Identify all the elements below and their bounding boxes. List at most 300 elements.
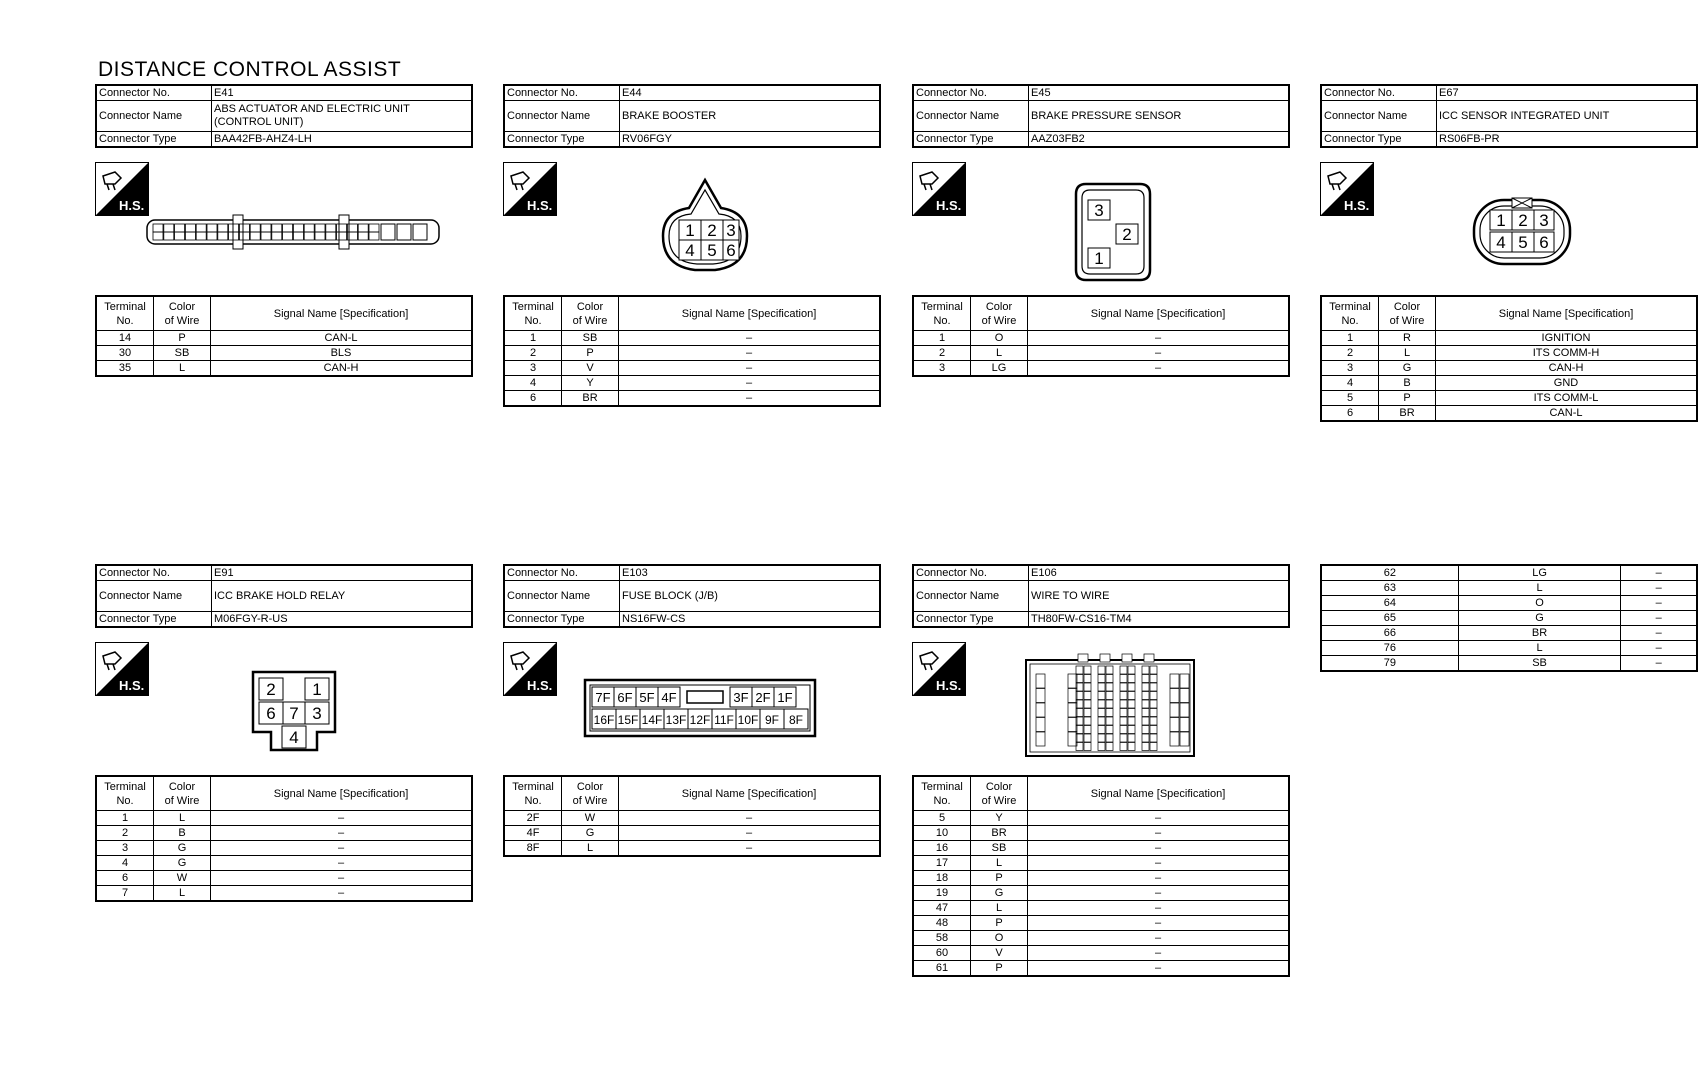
terminal-cell: 10 [913, 826, 971, 841]
color-cell: SB [562, 331, 619, 346]
svg-text:H.S.: H.S. [936, 198, 962, 213]
pin-tab [1122, 654, 1132, 662]
table-row [504, 346, 880, 361]
color-cell: LG [971, 361, 1028, 377]
signal-cell: – [1621, 626, 1697, 641]
svg-text:6: 6 [266, 704, 276, 723]
terminal-table [95, 295, 473, 377]
connector-name-value: FUSE BLOCK (J/B) [620, 581, 881, 612]
signal-cell: CAN-L [1436, 406, 1698, 422]
terminal-cell: 14 [96, 331, 154, 346]
connector-e41-face [145, 214, 445, 250]
color-cell: P [971, 961, 1028, 977]
signal-cell: – [1028, 811, 1290, 826]
color-cell: G [1379, 361, 1436, 376]
table-row [504, 331, 880, 346]
color-header: Color of Wire [1379, 296, 1436, 331]
connector-e44-face [653, 176, 757, 276]
terminal-table [95, 775, 473, 902]
terminal-cell: 79 [1321, 656, 1458, 672]
terminal-cell: 30 [96, 346, 154, 361]
pin-tab [1078, 654, 1088, 662]
svg-text:4: 4 [1496, 233, 1506, 252]
color-cell: P [971, 916, 1028, 931]
table-row [913, 826, 1289, 841]
connector-header [912, 84, 1290, 148]
connector-panel-e41 [95, 84, 473, 374]
signal-cell: – [1028, 346, 1290, 361]
signal-cell: ITS COMM-L [1436, 391, 1698, 406]
connector-header [1320, 84, 1698, 148]
svg-text:5F: 5F [639, 690, 655, 705]
svg-text:1: 1 [685, 221, 695, 240]
color-cell: G [1458, 611, 1621, 626]
svg-text:5: 5 [707, 241, 717, 260]
color-cell: Y [971, 811, 1028, 826]
terminal-cell: 6 [504, 391, 562, 407]
signal-cell: – [619, 361, 881, 376]
color-cell: BR [1458, 626, 1621, 641]
color-cell: L [1458, 641, 1621, 656]
connector-no-value: E103 [620, 565, 881, 581]
svg-text:11F: 11F [714, 713, 734, 727]
svg-text:13F: 13F [665, 713, 687, 727]
color-cell: BR [562, 391, 619, 407]
connector-type-value: NS16FW-CS [620, 612, 881, 628]
signal-cell: CAN-H [211, 361, 473, 377]
terminal-cell: 19 [913, 886, 971, 901]
terminal-cell: 5 [1321, 391, 1379, 406]
connector-type-value: M06FGY-R-US [212, 612, 473, 628]
table-row [1321, 361, 1697, 376]
terminal-cell: 63 [1321, 581, 1458, 596]
color-cell: O [971, 931, 1028, 946]
table-row [504, 811, 880, 826]
color-cell: L [562, 841, 619, 857]
connector-no-value: E67 [1437, 85, 1698, 101]
table-row [1321, 656, 1697, 672]
connector-name-value: ICC BRAKE HOLD RELAY [212, 581, 473, 612]
connector-name-value: ICC SENSOR INTEGRATED UNIT [1437, 101, 1698, 132]
connector-no-label: Connector No. [96, 85, 212, 101]
svg-text:3: 3 [726, 221, 736, 240]
table-row [504, 841, 880, 857]
connector-no-value: E45 [1029, 85, 1290, 101]
connector-name-value: ABS ACTUATOR AND ELECTRIC UNIT (CONTROL UNIT) [212, 101, 473, 132]
terminal-cell: 5 [913, 811, 971, 826]
svg-text:7: 7 [289, 704, 299, 723]
color-cell: B [1379, 376, 1436, 391]
terminal-cell: 47 [913, 901, 971, 916]
terminal-cell: 6 [96, 871, 154, 886]
terminal-cell: 76 [1321, 641, 1458, 656]
signal-cell: – [1028, 331, 1290, 346]
connector-panel-e45 [912, 84, 1290, 374]
svg-text:14F: 14F [641, 713, 663, 727]
table-row [96, 871, 472, 886]
terminal-cell: 4 [96, 856, 154, 871]
signal-header: Signal Name [Specification] [1436, 296, 1698, 331]
signal-cell: – [211, 841, 473, 856]
signal-header: Signal Name [Specification] [1028, 776, 1290, 811]
svg-text:2: 2 [1122, 225, 1132, 244]
color-cell: O [971, 331, 1028, 346]
svg-text:2F: 2F [755, 690, 771, 705]
terminal-cell: 65 [1321, 611, 1458, 626]
table-row [1321, 596, 1697, 611]
signal-cell: – [211, 886, 473, 902]
terminal-cell: 2 [913, 346, 971, 361]
connector-no-value: E44 [620, 85, 881, 101]
table-row [96, 331, 472, 346]
color-cell: BR [971, 826, 1028, 841]
svg-text:12F: 12F [689, 713, 711, 727]
page-title: DISTANCE CONTROL ASSIST [98, 58, 402, 81]
table-row [913, 886, 1289, 901]
signal-cell: – [619, 826, 881, 841]
terminal-cell: 1 [96, 811, 154, 826]
table-row [96, 856, 472, 871]
signal-cell: – [1621, 641, 1697, 656]
table-row [913, 931, 1289, 946]
continuation-table [1320, 564, 1698, 672]
color-header: Color of Wire [154, 776, 211, 811]
terminal-cell: 4F [504, 826, 562, 841]
terminal-header: Terminal No. [504, 296, 562, 331]
table-row [913, 811, 1289, 826]
color-cell: G [562, 826, 619, 841]
svg-text:2: 2 [266, 680, 276, 699]
table-row [913, 871, 1289, 886]
connector-name-label: Connector Name [96, 101, 212, 132]
color-cell: G [154, 841, 211, 856]
connector-header [503, 84, 881, 148]
table-row [504, 376, 880, 391]
signal-cell: – [1621, 596, 1697, 611]
table-row [504, 361, 880, 376]
connector-type-label: Connector Type [913, 612, 1029, 628]
svg-text:1: 1 [312, 680, 322, 699]
color-cell: L [971, 346, 1028, 361]
pin-tab [1144, 654, 1154, 662]
connector-name-value: WIRE TO WIRE [1029, 581, 1290, 612]
table-row [96, 886, 472, 902]
table-row [913, 361, 1289, 377]
connector-name-label: Connector Name [913, 581, 1029, 612]
signal-cell: – [619, 391, 881, 407]
terminal-cell: 3 [1321, 361, 1379, 376]
connector-e45-face [1070, 178, 1156, 286]
connector-panel-e91 [95, 564, 473, 899]
connector-name-value: BRAKE BOOSTER [620, 101, 881, 132]
table-row [1321, 376, 1697, 391]
color-cell: W [562, 811, 619, 826]
svg-text:9F: 9F [764, 713, 780, 727]
color-cell: L [1379, 346, 1436, 361]
connector-panel-e106 [912, 564, 1290, 974]
connector-e103-face [583, 678, 819, 740]
color-header: Color of Wire [971, 776, 1028, 811]
color-cell: P [971, 871, 1028, 886]
connector-name-label: Connector Name [504, 101, 620, 132]
signal-cell: IGNITION [1436, 331, 1698, 346]
table-row [96, 811, 472, 826]
table-row [1321, 346, 1697, 361]
color-header: Color of Wire [562, 296, 619, 331]
terminal-cell: 7 [96, 886, 154, 902]
svg-text:H.S.: H.S. [119, 678, 145, 693]
color-cell: P [1379, 391, 1436, 406]
terminal-cell: 35 [96, 361, 154, 377]
connector-type-label: Connector Type [504, 132, 620, 148]
terminal-header: Terminal No. [1321, 296, 1379, 331]
terminal-header: Terminal No. [96, 776, 154, 811]
signal-cell: – [1028, 826, 1290, 841]
table-row [913, 901, 1289, 916]
table-row [1321, 581, 1697, 596]
svg-text:10F: 10F [737, 713, 759, 727]
signal-header: Signal Name [Specification] [619, 776, 881, 811]
signal-cell: – [211, 856, 473, 871]
terminal-cell: 1 [1321, 331, 1379, 346]
svg-text:4: 4 [685, 241, 695, 260]
signal-cell: BLS [211, 346, 473, 361]
table-row [1321, 611, 1697, 626]
table-row [96, 346, 472, 361]
signal-cell: – [619, 376, 881, 391]
connector-no-label: Connector No. [504, 565, 620, 581]
color-cell: BR [1379, 406, 1436, 422]
connector-no-label: Connector No. [913, 85, 1029, 101]
signal-cell: – [211, 811, 473, 826]
svg-text:7F: 7F [595, 690, 611, 705]
svg-text:1: 1 [1094, 249, 1104, 268]
table-row [1321, 331, 1697, 346]
connector-e106-face [1024, 652, 1198, 762]
svg-text:4: 4 [289, 728, 299, 747]
terminal-cell: 3 [913, 361, 971, 377]
svg-text:4F: 4F [661, 690, 677, 705]
terminal-cell: 48 [913, 916, 971, 931]
svg-text:1F: 1F [777, 690, 793, 705]
connector-name-label: Connector Name [1321, 101, 1437, 132]
terminal-cell: 62 [1321, 565, 1458, 581]
signal-cell: – [211, 871, 473, 886]
terminal-cell: 1 [504, 331, 562, 346]
terminal-table [912, 775, 1290, 977]
color-cell: L [154, 361, 211, 377]
table-row [1321, 641, 1697, 656]
color-cell: W [154, 871, 211, 886]
color-cell: G [154, 856, 211, 871]
terminal-table [912, 295, 1290, 377]
color-cell: L [1458, 581, 1621, 596]
terminal-table [503, 295, 881, 407]
color-cell: P [562, 346, 619, 361]
signal-cell: – [1028, 871, 1290, 886]
svg-text:H.S.: H.S. [1344, 198, 1370, 213]
connector-panel-e103 [503, 564, 881, 854]
signal-cell: – [1028, 856, 1290, 871]
svg-text:H.S.: H.S. [527, 678, 553, 693]
connector-name-label: Connector Name [96, 581, 212, 612]
signal-header: Signal Name [Specification] [211, 296, 473, 331]
hs-icon [912, 162, 966, 216]
terminal-cell: 16 [913, 841, 971, 856]
terminal-cell: 2F [504, 811, 562, 826]
color-cell: V [971, 946, 1028, 961]
table-row [913, 856, 1289, 871]
svg-text:2: 2 [707, 221, 717, 240]
table-row [96, 826, 472, 841]
table-row [913, 346, 1289, 361]
svg-text:15F: 15F [617, 713, 639, 727]
hs-icon [503, 162, 557, 216]
connector-header [95, 564, 473, 628]
pin-tab [1100, 654, 1110, 662]
hs-icon [95, 642, 149, 696]
connector-header [95, 84, 473, 148]
terminal-cell: 2 [96, 826, 154, 841]
hs-icon [503, 642, 557, 696]
table-row [913, 916, 1289, 931]
table-row [96, 361, 472, 377]
connector-name-label: Connector Name [913, 101, 1029, 132]
signal-cell: ITS COMM-H [1436, 346, 1698, 361]
hs-icon [912, 642, 966, 696]
color-cell: L [971, 856, 1028, 871]
terminal-cell: 4 [1321, 376, 1379, 391]
svg-text:H.S.: H.S. [527, 198, 553, 213]
connector-no-label: Connector No. [1321, 85, 1437, 101]
signal-cell: – [1028, 916, 1290, 931]
hs-icon [95, 162, 149, 216]
terminal-cell: 4 [504, 376, 562, 391]
terminal-cell: 18 [913, 871, 971, 886]
terminal-cell: 64 [1321, 596, 1458, 611]
connector-type-value: RV06FGY [620, 132, 881, 148]
color-header: Color of Wire [154, 296, 211, 331]
color-cell: Y [562, 376, 619, 391]
terminal-cell: 58 [913, 931, 971, 946]
signal-cell: CAN-H [1436, 361, 1698, 376]
table-row [504, 826, 880, 841]
connector-type-label: Connector Type [96, 132, 212, 148]
connector-type-value: RS06FB-PR [1437, 132, 1698, 148]
terminal-table [1320, 295, 1698, 422]
terminal-cell: 2 [504, 346, 562, 361]
table-row [96, 841, 472, 856]
table-row [1321, 626, 1697, 641]
table-row [1321, 565, 1697, 581]
signal-cell: – [619, 331, 881, 346]
connector-type-label: Connector Type [913, 132, 1029, 148]
svg-text:16F: 16F [593, 713, 615, 727]
color-cell: L [971, 901, 1028, 916]
signal-cell: – [1621, 611, 1697, 626]
terminal-header: Terminal No. [96, 296, 154, 331]
svg-text:2: 2 [1518, 211, 1528, 230]
svg-text:6: 6 [1539, 233, 1549, 252]
color-cell: R [1379, 331, 1436, 346]
color-cell: V [562, 361, 619, 376]
connector-no-value: E41 [212, 85, 473, 101]
signal-header: Signal Name [Specification] [619, 296, 881, 331]
terminal-cell: 60 [913, 946, 971, 961]
hs-icon [1320, 162, 1374, 216]
connector-panel-e67 [1320, 84, 1698, 419]
color-cell: SB [971, 841, 1028, 856]
color-cell: LG [1458, 565, 1621, 581]
connector-type-label: Connector Type [1321, 132, 1437, 148]
svg-text:3: 3 [1539, 211, 1549, 230]
connector-panel-e44 [503, 84, 881, 404]
signal-cell: – [1028, 886, 1290, 901]
terminal-header: Terminal No. [504, 776, 562, 811]
terminal-table [503, 775, 881, 857]
table-row [1321, 391, 1697, 406]
connector-type-value: AAZ03FB2 [1029, 132, 1290, 148]
connector-name-value: BRAKE PRESSURE SENSOR [1029, 101, 1290, 132]
terminal-cell: 61 [913, 961, 971, 977]
terminal-cell: 3 [504, 361, 562, 376]
signal-cell: – [1621, 565, 1697, 581]
signal-cell: – [1028, 946, 1290, 961]
svg-text:8F: 8F [788, 713, 804, 727]
svg-text:5: 5 [1518, 233, 1528, 252]
terminal-cell: 1 [913, 331, 971, 346]
svg-text:3: 3 [1094, 201, 1104, 220]
connector-no-label: Connector No. [96, 565, 212, 581]
svg-text:6: 6 [726, 241, 736, 260]
table-row [504, 391, 880, 407]
signal-cell: CAN-L [211, 331, 473, 346]
svg-text:H.S.: H.S. [936, 678, 962, 693]
connector-no-label: Connector No. [913, 565, 1029, 581]
terminal-cell: 6 [1321, 406, 1379, 422]
svg-text:H.S.: H.S. [119, 198, 145, 213]
connector-header [912, 564, 1290, 628]
signal-cell: – [1028, 361, 1290, 377]
svg-text:3F: 3F [733, 690, 749, 705]
connector-type-value: TH80FW-CS16-TM4 [1029, 612, 1290, 628]
terminal-cell: 17 [913, 856, 971, 871]
terminal-header: Terminal No. [913, 296, 971, 331]
color-cell: G [971, 886, 1028, 901]
connector-type-label: Connector Type [504, 612, 620, 628]
connector-no-value: E106 [1029, 565, 1290, 581]
connector-type-label: Connector Type [96, 612, 212, 628]
terminal-cell: 2 [1321, 346, 1379, 361]
terminal-header: Terminal No. [913, 776, 971, 811]
color-cell: SB [1458, 656, 1621, 672]
connector-name-label: Connector Name [504, 581, 620, 612]
connector-no-label: Connector No. [504, 85, 620, 101]
color-cell: SB [154, 346, 211, 361]
connector-header [503, 564, 881, 628]
connector-no-value: E91 [212, 565, 473, 581]
table-row [1321, 406, 1697, 422]
table-row [913, 841, 1289, 856]
svg-text:1: 1 [1496, 211, 1506, 230]
color-cell: O [1458, 596, 1621, 611]
signal-header: Signal Name [Specification] [211, 776, 473, 811]
color-cell: L [154, 886, 211, 902]
signal-cell: – [619, 841, 881, 857]
connector-type-value: BAA42FB-AHZ4-LH [212, 132, 473, 148]
signal-cell: – [1028, 931, 1290, 946]
color-cell: P [154, 331, 211, 346]
